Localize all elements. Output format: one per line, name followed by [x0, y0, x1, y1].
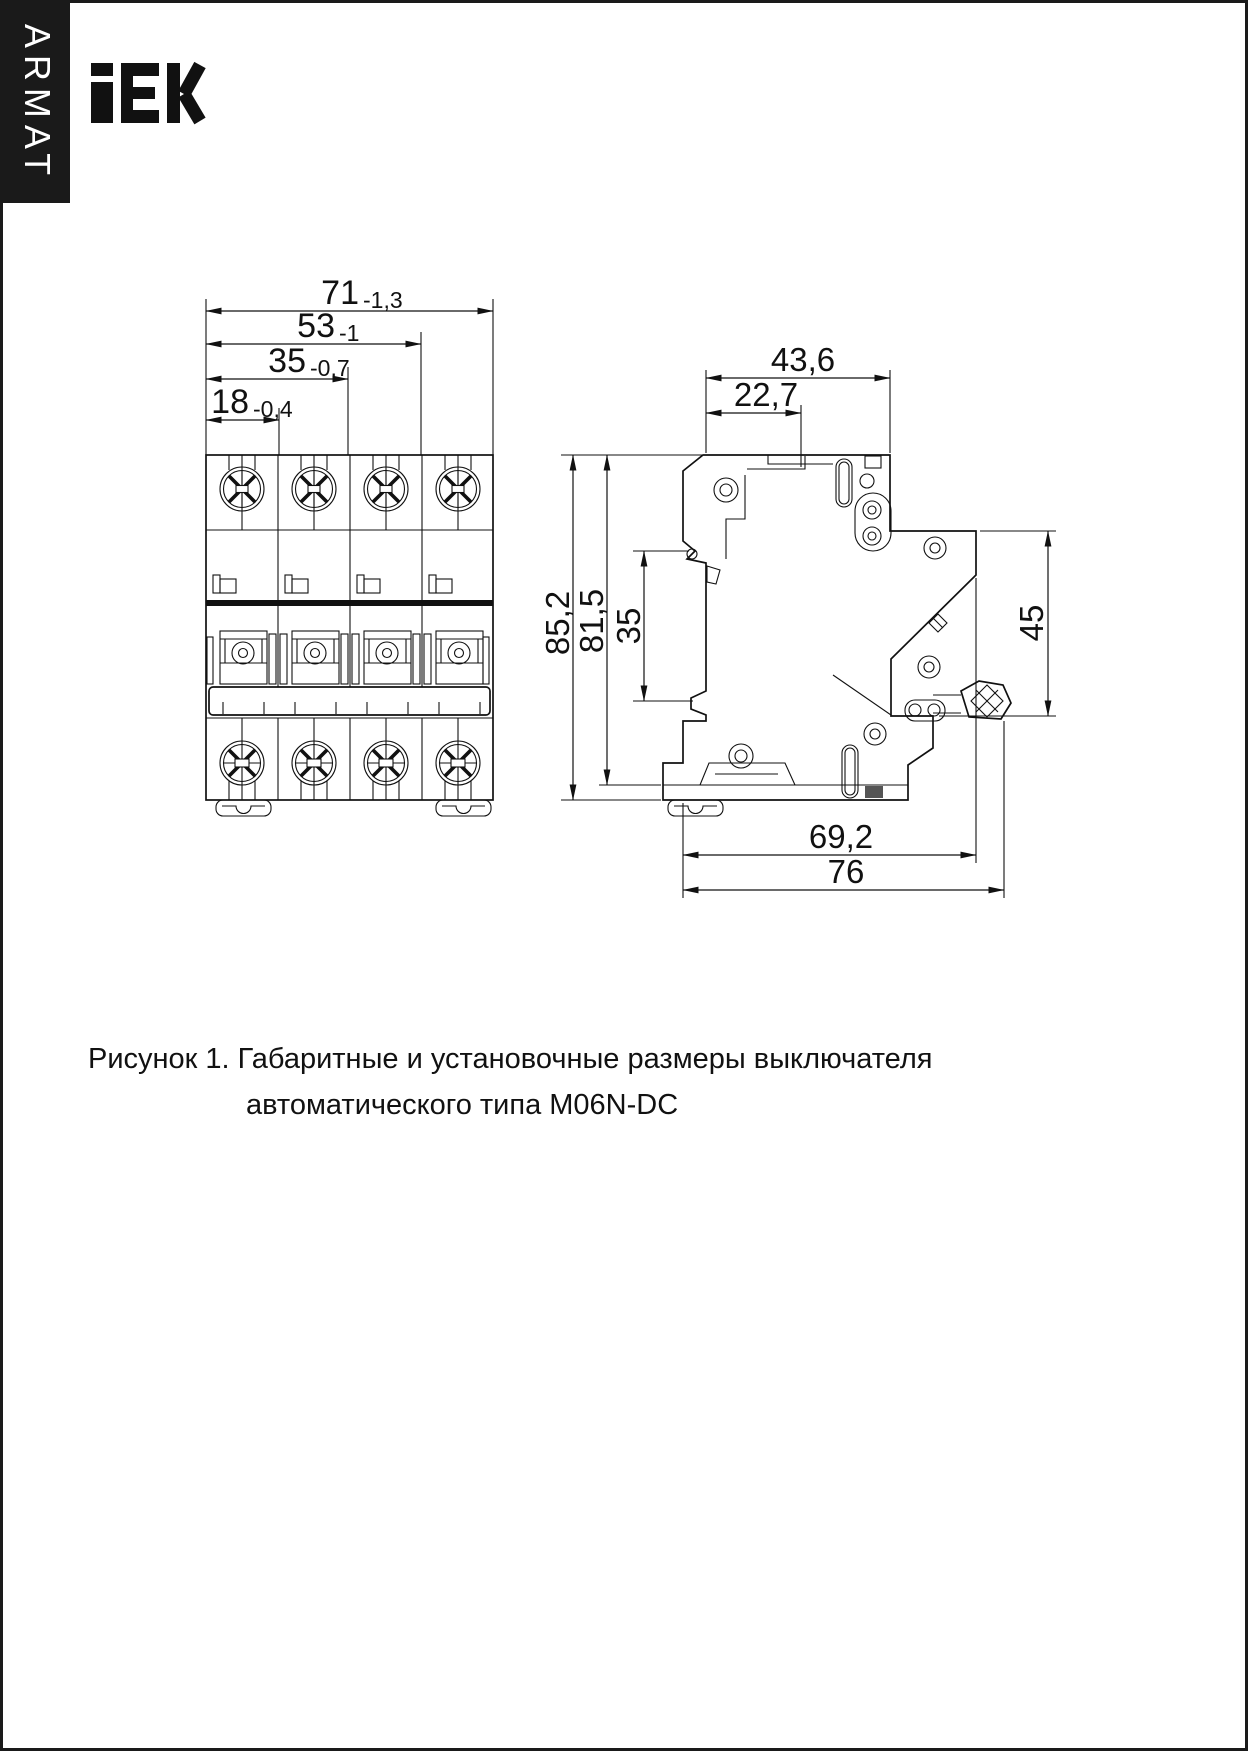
dim-71-value: 71 — [321, 274, 359, 312]
dim-43-6-value: 43,6 — [770, 341, 836, 378]
front-face-edge — [206, 600, 493, 606]
dimension-18 — [206, 383, 293, 455]
terminal-screw-flag — [933, 681, 1011, 719]
iek-logo-k — [167, 63, 200, 123]
figure-caption-line1: Рисунок 1. Габаритные и установочные размеры выключателя — [88, 1043, 933, 1075]
dim-35-side-value: 35 — [610, 607, 647, 645]
dimension-35-side — [610, 551, 693, 701]
dim-69-2-value: 69,2 — [808, 818, 874, 855]
dim-76-value: 76 — [827, 853, 865, 890]
dim-85-2-value: 85,2 — [539, 590, 576, 656]
iek-logo — [91, 63, 200, 123]
handle-tie-bar — [209, 687, 490, 715]
side-view-outline — [663, 455, 976, 800]
dim-53-value: 53 — [297, 307, 335, 345]
dim-45-value: 45 — [1013, 604, 1050, 642]
dim-18-value: 18 — [211, 383, 249, 421]
armat-vertical-label: ARMAT — [17, 23, 58, 183]
side-view-drawing — [539, 341, 1056, 898]
dim-81-5-value: 81,5 — [573, 588, 610, 654]
dim-71-tolerance: -1,3 — [363, 287, 403, 313]
dim-35-value: 35 — [268, 342, 306, 380]
iek-logo-i-dot — [91, 63, 113, 76]
dim-18-tolerance: -0,4 — [253, 396, 293, 422]
front-view-drawing — [206, 274, 493, 816]
iek-logo-i-stem — [91, 82, 113, 123]
dim-35-tolerance: -0,7 — [310, 355, 350, 381]
din-clips-front — [216, 800, 491, 816]
iek-logo-e — [121, 63, 159, 123]
technical-drawing — [3, 3, 1248, 1751]
dimension-53 — [206, 307, 421, 455]
dimension-22-7 — [706, 376, 801, 467]
dim-53-tolerance: -1 — [339, 320, 360, 346]
figure-caption-line2: автоматического типа М06N-DC — [246, 1089, 679, 1121]
figure-caption — [88, 1036, 932, 1128]
armat-brand-text-group — [17, 24, 58, 182]
dim-22-7-value: 22,7 — [733, 376, 799, 413]
